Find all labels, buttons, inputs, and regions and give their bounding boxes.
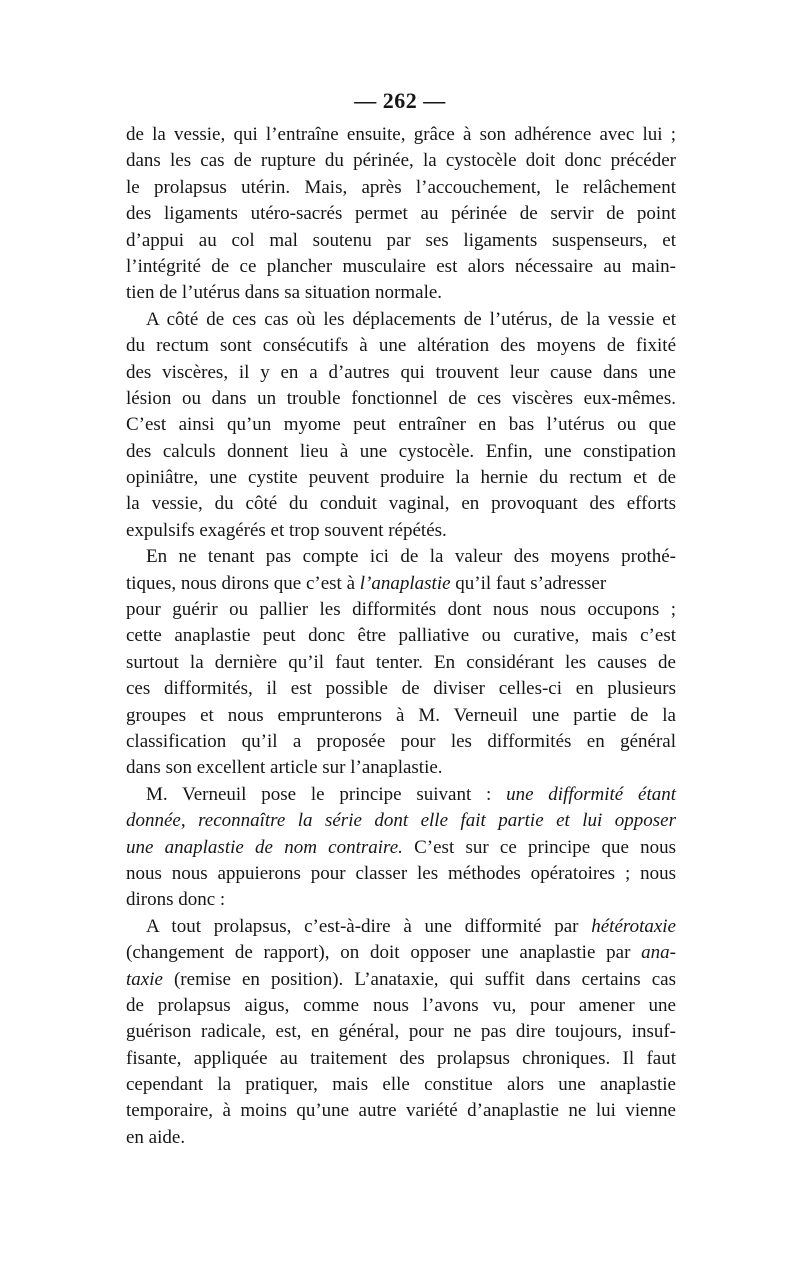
text-line xyxy=(126,254,676,280)
text-line xyxy=(126,201,676,227)
text-line xyxy=(126,597,676,623)
text-line xyxy=(126,729,676,755)
text-segment: fisante, appliquée au traitement des prolapsus chroniques. Il faut xyxy=(126,1047,676,1069)
text-segment: d’appui au col mal soutenu par ses ligaments suspenseurs, et xyxy=(126,229,676,251)
text-segment: cette anaplastie peut donc être palliative ou curative, mais c’est xyxy=(126,625,676,647)
text-line xyxy=(126,703,676,729)
text-line xyxy=(126,1098,676,1124)
text-line xyxy=(126,1072,676,1098)
text-segment: A côté de ces cas où les déplacements de l’utérus, de la vessie et xyxy=(146,308,676,330)
text-line xyxy=(126,676,676,702)
text-line xyxy=(126,914,676,940)
text-line xyxy=(126,887,676,913)
text-line xyxy=(126,755,676,781)
text-segment: guérison radicale, est, en général, pour ne pas dire toujours, insuf- xyxy=(126,1021,676,1043)
text-segment: M. Verneuil pose le principe suivant : xyxy=(146,783,507,805)
italic-text-segment: ana- xyxy=(641,942,676,964)
italic-text-segment: l’anaplastie xyxy=(359,572,451,594)
text-segment: C’est sur ce principe que nous xyxy=(402,836,677,858)
text-segment: dans son excellent article sur l’anaplastie. xyxy=(126,757,443,779)
text-segment: groupes et nous emprunterons à M. Verneuil une partie de la xyxy=(126,704,676,726)
text-line xyxy=(126,439,676,465)
text-segment: A tout prolapsus, c’est-à-dire à une difformité par xyxy=(146,915,592,937)
text-segment: dans les cas de rupture du périnée, la cystocèle doit donc précéder xyxy=(126,150,676,172)
text-segment: classification qu’il a proposée pour les difformités en général xyxy=(126,730,676,752)
text-line xyxy=(126,993,676,1019)
text-line xyxy=(126,1046,676,1072)
text-line xyxy=(126,228,676,254)
text-line xyxy=(126,835,676,861)
text-segment: du rectum sont consécutifs à une altération des moyens de fixité xyxy=(126,335,676,357)
text-line xyxy=(126,518,676,544)
text-line xyxy=(126,307,676,333)
text-line xyxy=(126,650,676,676)
text-line xyxy=(126,1125,676,1151)
text-segment: tiques, nous dirons que c’est à xyxy=(126,572,360,594)
text-segment: opiniâtre, une cystite peuvent produire la hernie du rectum et de xyxy=(126,467,676,489)
text-line xyxy=(126,571,676,597)
text-line xyxy=(126,782,676,808)
text-line xyxy=(126,808,676,834)
text-segment: cependant la pratiquer, mais elle constitue alors une anaplastie xyxy=(126,1074,676,1096)
text-line xyxy=(126,360,676,386)
text-line xyxy=(126,175,676,201)
text-line xyxy=(126,544,676,570)
text-segment: de la vessie, qui l’entraîne ensuite, grâce à son adhérence avec lui ; xyxy=(126,124,676,145)
text-segment: dirons donc : xyxy=(126,889,226,911)
body-text xyxy=(126,122,676,1151)
text-segment: temporaire, à moins qu’une autre variété d’anaplastie ne lui vienne xyxy=(126,1100,676,1122)
text-line xyxy=(126,1019,676,1045)
text-segment: l’intégrité de ce plancher musculaire est alors nécessaire au main- xyxy=(126,255,676,277)
text-segment: en aide. xyxy=(126,1126,186,1148)
text-segment: (remise en position). L’anataxie, qui suffit dans certains cas xyxy=(162,968,676,990)
text-line xyxy=(126,623,676,649)
text-line xyxy=(126,148,676,174)
text-line xyxy=(126,412,676,438)
text-line xyxy=(126,491,676,517)
italic-text-segment: hétérotaxie xyxy=(591,915,676,937)
text-segment: pour guérir ou pallier les difformités dont nous nous occupons ; xyxy=(126,599,676,621)
text-segment: ces difformités, il est possible de diviser celles-ci en plusieurs xyxy=(126,678,676,700)
text-line xyxy=(126,967,676,993)
text-segment: nous nous appuierons pour classer les méthodes opératoires ; nous xyxy=(126,862,676,884)
text-line xyxy=(126,861,676,887)
text-segment: tien de l’utérus dans sa situation normale. xyxy=(126,282,443,304)
text-segment: surtout la dernière qu’il faut tenter. En considérant les causes de xyxy=(126,651,676,673)
italic-text-segment: une anaplastie de nom contraire. xyxy=(126,836,403,858)
page-number: — 262 — xyxy=(354,88,446,113)
text-segment: lésion ou dans un trouble fonctionnel de ces viscères eux-mêmes. xyxy=(126,387,676,409)
text-segment: des ligaments utéro-sacrés permet au périnée de servir de point xyxy=(126,203,676,225)
text-line xyxy=(126,386,676,412)
text-line xyxy=(126,280,676,306)
text-line xyxy=(126,940,676,966)
text-segment: de prolapsus aigus, comme nous l’avons vu, pour amener une xyxy=(126,994,676,1016)
italic-text-segment: une difformité étant xyxy=(506,783,676,805)
text-segment: le prolapsus utérin. Mais, après l’accouchement, le relâchement xyxy=(126,176,676,198)
italic-text-segment: donnée, reconnaître la série dont elle fait partie et lui opposer xyxy=(126,810,676,832)
text-line xyxy=(126,122,676,148)
text-segment: En ne tenant pas compte ici de la valeur des moyens prothé- xyxy=(146,546,676,568)
text-line xyxy=(126,333,676,359)
text-segment: qu’il faut s’adresser xyxy=(450,572,607,594)
text-segment: des viscères, il y en a d’autres qui trouvent leur cause dans une xyxy=(126,361,676,383)
text-segment: (changement de rapport), on doit opposer une anaplastie par xyxy=(126,942,642,964)
text-segment: la vessie, du côté du conduit vaginal, en provoquant des efforts xyxy=(126,493,676,515)
text-line xyxy=(126,465,676,491)
italic-text-segment: taxie xyxy=(126,968,163,990)
text-segment: des calculs donnent lieu à une cystocèle. Enfin, une constipation xyxy=(126,440,676,462)
text-segment: expulsifs exagérés et trop souvent répétés. xyxy=(126,519,447,541)
text-segment: C’est ainsi qu’un myome peut entraîner en bas l’utérus ou que xyxy=(126,414,676,436)
